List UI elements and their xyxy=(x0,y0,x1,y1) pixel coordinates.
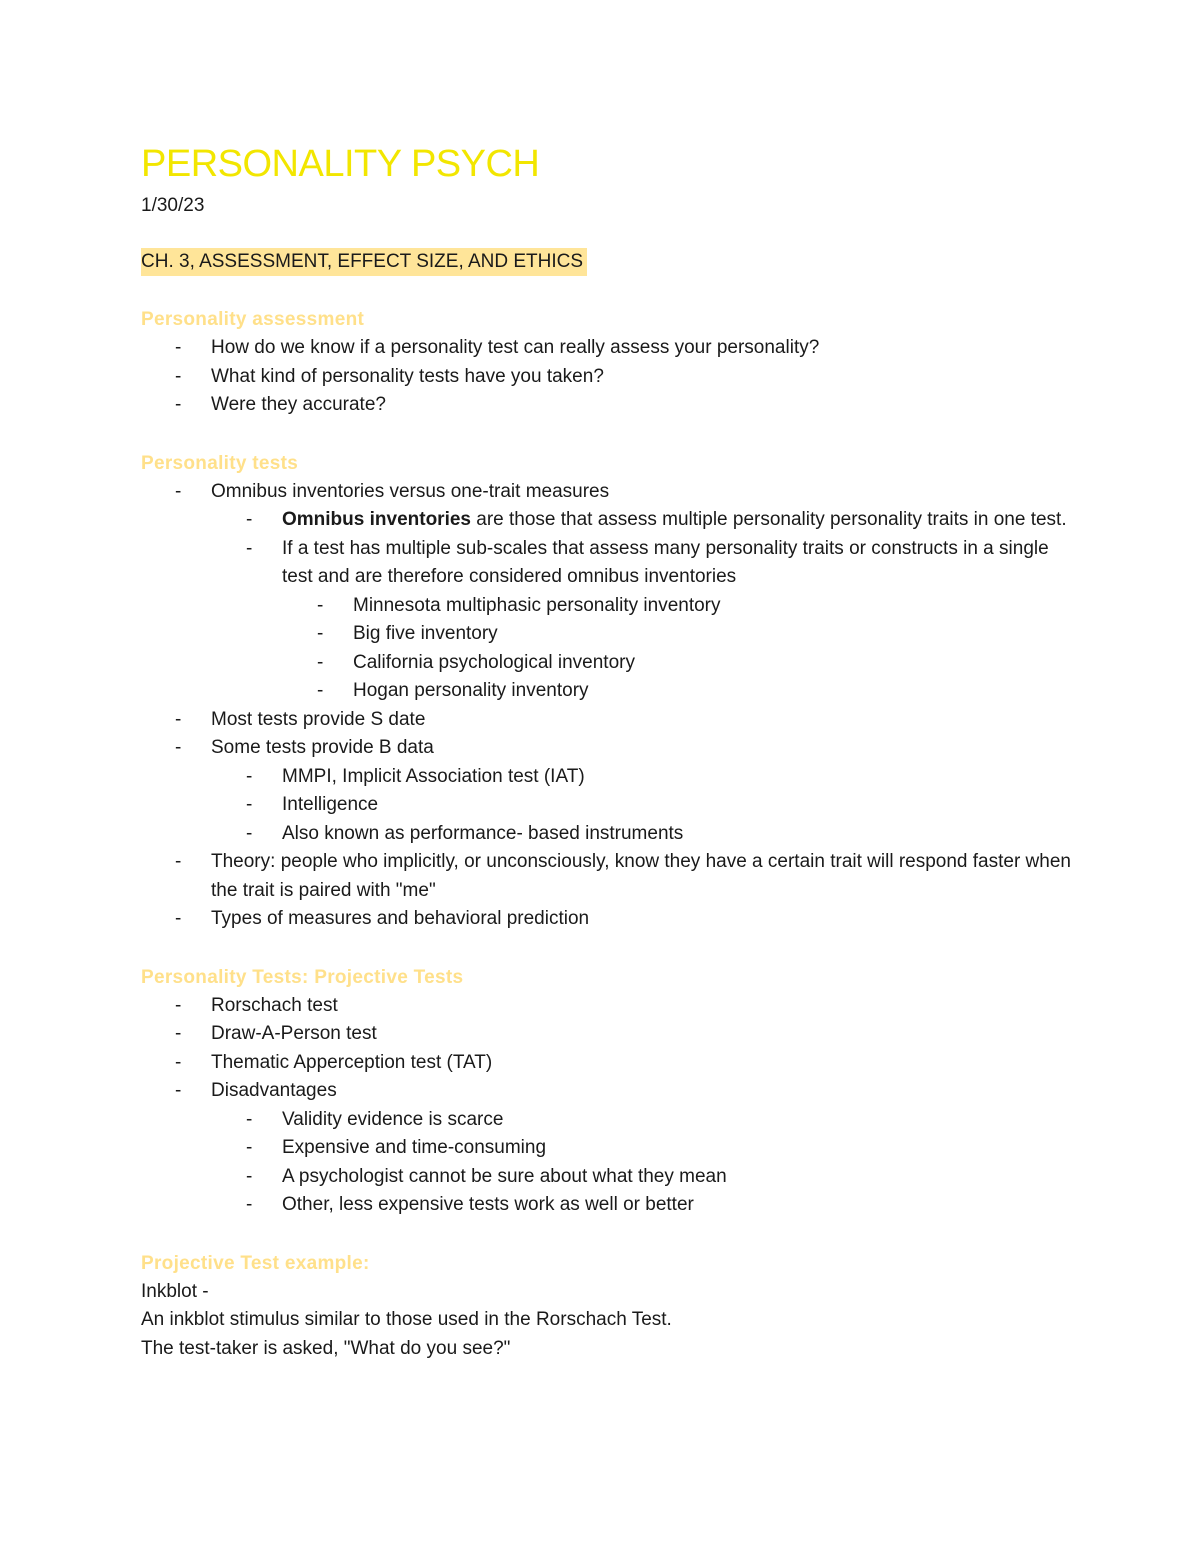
bullet-dash: - xyxy=(175,1023,182,1044)
list-item: - Omnibus inventories are those that assess multiple personality personality traits in one test. xyxy=(141,506,1081,535)
document-date: 1/30/23 xyxy=(141,195,205,216)
list-item: - Intelligence xyxy=(141,791,1081,820)
list-item: - Rorschach test xyxy=(141,992,1081,1021)
list-item: - Validity evidence is scarce xyxy=(141,1106,1081,1135)
assessment-list xyxy=(141,334,1081,420)
list-item: - MMPI, Implicit Association test (IAT) xyxy=(141,763,1081,792)
list-item: - Minnesota multiphasic personality inventory xyxy=(141,592,1081,621)
b-data-sublist xyxy=(141,763,1081,849)
list-item: - What kind of personality tests have you taken? xyxy=(141,363,1081,392)
example-line: An inkblot stimulus similar to those used in the Rorschach Test. xyxy=(141,1309,672,1330)
bullet-dash: - xyxy=(175,1051,182,1073)
bullet-dash: - xyxy=(175,708,182,730)
tests-list-continued xyxy=(141,706,1081,763)
tests-list xyxy=(141,478,1081,507)
bullet-dash: - xyxy=(175,994,182,1016)
bullet-dash: - xyxy=(317,651,324,673)
list-item: - Expensive and time-consuming xyxy=(141,1134,1081,1163)
omnibus-sublist xyxy=(141,506,1081,592)
projective-list xyxy=(141,992,1081,1106)
bullet-dash: - xyxy=(246,794,253,815)
example-line: The test-taker is asked, "What do you see?" xyxy=(141,1337,511,1359)
section-heading-projective: Personality Tests: Projective Tests xyxy=(141,966,464,988)
bullet-dash: - xyxy=(317,594,324,616)
list-item: - If a test has multiple sub-scales that assess many personality traits or constructs in a single test and are therefore considered omnibus inventories xyxy=(141,535,1081,592)
disadvantages-sublist xyxy=(141,1106,1081,1220)
bullet-dash: - xyxy=(175,737,182,758)
bullet-dash: - xyxy=(246,1165,253,1187)
omnibus-term: Omnibus inventories xyxy=(282,509,471,530)
bullet-dash: - xyxy=(175,851,182,872)
chapter-heading: CH. 3, ASSESSMENT, EFFECT SIZE, AND ETHICS xyxy=(141,248,587,276)
list-item: - Other, less expensive tests work as well or better xyxy=(141,1191,1081,1220)
bullet-dash: - xyxy=(246,1194,253,1215)
list-item: - Big five inventory xyxy=(141,620,1081,649)
document-page xyxy=(141,140,1081,1363)
list-item: - Disadvantages xyxy=(141,1077,1081,1106)
document-title: PERSONALITY PSYCH xyxy=(141,143,540,185)
section-heading-assessment: Personality assessment xyxy=(141,309,365,330)
bullet-dash: - xyxy=(246,1137,253,1158)
bullet-dash: - xyxy=(246,822,253,844)
bullet-dash: - xyxy=(175,480,182,502)
bullet-dash: - xyxy=(246,1108,253,1130)
bullet-dash: - xyxy=(317,680,324,701)
list-item: - Also known as performance- based instruments xyxy=(141,820,1081,849)
list-item: - Omnibus inventories versus one-trait measures xyxy=(141,478,1081,507)
bullet-dash: - xyxy=(175,365,182,387)
example-line: Inkblot - xyxy=(141,1280,209,1302)
bullet-dash: - xyxy=(246,537,253,559)
section-heading-tests: Personality tests xyxy=(141,452,299,474)
bullet-dash: - xyxy=(317,623,324,644)
tests-list-end xyxy=(141,848,1081,934)
list-item: - A psychologist cannot be sure about what they mean xyxy=(141,1163,1081,1192)
list-item: - California psychological inventory xyxy=(141,649,1081,678)
list-item: - Thematic Apperception test (TAT) xyxy=(141,1049,1081,1078)
inventories-sublist xyxy=(141,592,1081,706)
bullet-dash: - xyxy=(246,509,253,530)
bullet-dash: - xyxy=(175,1080,182,1101)
list-item: - Most tests provide S date xyxy=(141,706,1081,735)
list-item: - Hogan personality inventory xyxy=(141,677,1081,706)
list-item: - Types of measures and behavioral prediction xyxy=(141,905,1081,934)
list-item: - Draw-A-Person test xyxy=(141,1020,1081,1049)
list-item: - Some tests provide B data xyxy=(141,734,1081,763)
list-item: - How do we know if a personality test can really assess your personality? xyxy=(141,334,1081,363)
bullet-dash: - xyxy=(246,765,253,787)
bullet-dash: - xyxy=(175,394,182,415)
bullet-dash: - xyxy=(175,337,182,358)
list-item: - Were they accurate? xyxy=(141,391,1081,420)
section-heading-example: Projective Test example: xyxy=(141,1252,370,1274)
list-item: - Theory: people who implicitly, or unconsciously, know they have a certain trait will respond faster when the trait is paired with "me" xyxy=(141,848,1081,905)
bullet-dash: - xyxy=(175,908,182,929)
